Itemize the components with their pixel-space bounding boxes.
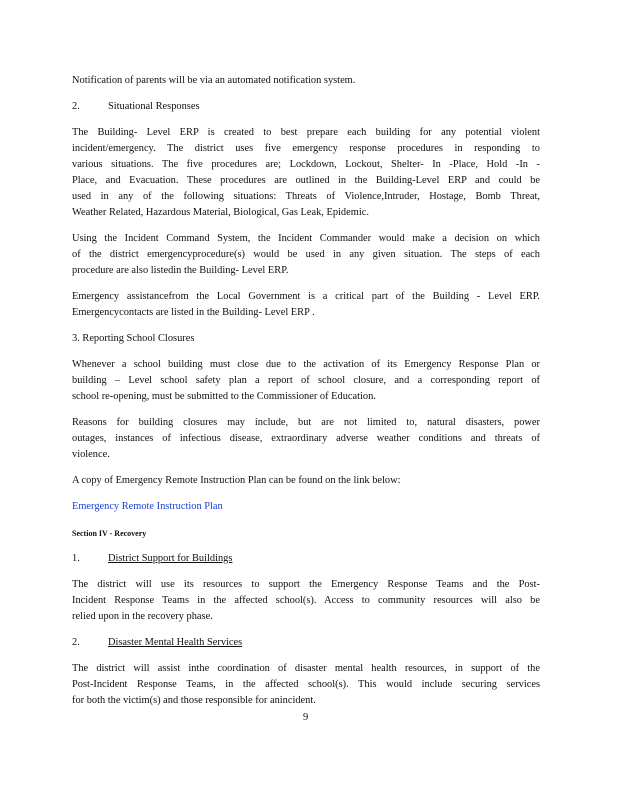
mental-health-heading <box>72 636 540 649</box>
heading-title: Disaster Mental Health Services <box>108 637 243 648</box>
paragraph-line: The district will use its resources to support the Emergency Response Teams and the Post- <box>72 579 540 590</box>
notification-line: Notification of parents will be via an automated notification system. <box>72 75 356 86</box>
paragraph-line: Weather Related, Hazardous Material, Biological, Gas Leak, Epidemic. <box>72 207 369 218</box>
paragraph-line: Post-Incident Response Teams, in the affected school(s). This would include securing services <box>72 679 540 690</box>
paragraph-line: outages, instances of infectious disease, extraordinary adverse weather conditions and threats of <box>72 433 540 444</box>
paragraph-line: for both the victim(s) and those responsible for anincident. <box>72 695 316 706</box>
paragraph-line: of the district emergencyprocedure(s) would be used in any given situation. The steps of each <box>72 249 540 260</box>
paragraph-line: Reasons for building closures may include, but are not limited to, natural disasters, power <box>72 417 540 428</box>
heading-number: 2. <box>72 101 80 112</box>
remote-instruction-plan-link[interactable]: Emergency Remote Instruction Plan <box>72 501 223 512</box>
situational-responses-heading <box>72 100 540 113</box>
paragraph-line: various situations. The five procedures are; Lockdown, Lockout, Shelter- In -Place, Hold -In - <box>72 159 540 170</box>
paragraph-line: school re-opening, must be submitted to the Commissioner of Education. <box>72 391 376 402</box>
page-number: 9 <box>303 712 309 723</box>
paragraph-line: Emergency assistancefrom the Local Government is a critical part of the Building - Level ERP. <box>72 291 540 302</box>
paragraph-line: A copy of Emergency Remote Instruction Plan can be found on the link below: <box>72 475 401 486</box>
paragraph-line: The Building- Level ERP is created to best prepare each building for any potential violent <box>72 127 540 138</box>
paragraph-line: Incident Response Teams in the affected school(s). Access to community resources will also be <box>72 595 540 606</box>
paragraph-line: Whenever a school building must close due to the activation of its Emergency Response Plan or <box>72 359 540 370</box>
reporting-closures-heading: 3. Reporting School Closures <box>72 333 195 344</box>
paragraph-line: used in any of the following situations: Threats of Violence,Intruder, Hostage, Bomb Threat, <box>72 191 540 202</box>
paragraph-line: procedure are also listedin the Building- Level ERP. <box>72 265 289 276</box>
heading-title: District Support for Buildings <box>108 553 233 564</box>
heading-number: 2. <box>72 637 80 648</box>
paragraph-line: Place, and Evacuation. These procedures are outlined in the Building-Level ERP and could be <box>72 175 540 186</box>
heading-title: Situational Responses <box>108 101 200 112</box>
document-page <box>72 0 540 800</box>
section-iv-recovery-label: Section IV - Recovery <box>72 529 147 538</box>
heading-number: 1. <box>72 553 80 564</box>
paragraph-line: The district will assist inthe coordination of disaster mental health resources, in support of the <box>72 663 540 674</box>
district-support-heading <box>72 552 540 565</box>
paragraph-line: Using the Incident Command System, the Incident Commander would make a decision on which <box>72 233 540 244</box>
paragraph-line: Emergencycontacts are listed in the Building- Level ERP . <box>72 307 315 318</box>
paragraph-line: incident/emergency. The district uses five emergency response procedures in responding to <box>72 143 540 154</box>
paragraph-line: violence. <box>72 449 110 460</box>
paragraph-line: relied upon in the recovery phase. <box>72 611 213 622</box>
paragraph-line: building – Level school safety plan a report of school closure, and a corresponding report of <box>72 375 540 386</box>
